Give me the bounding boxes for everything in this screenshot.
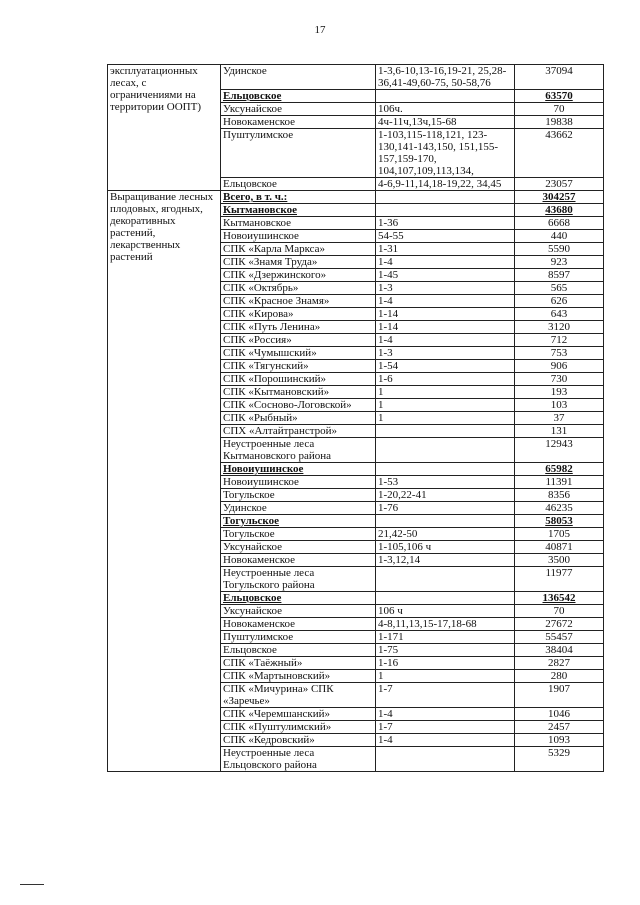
area-cell: 19838: [515, 116, 604, 129]
category-cell: эксплуатационных лесах, с ограничениями на территории ООПТ): [108, 65, 221, 191]
area-cell: 63570: [515, 90, 604, 103]
quarters-cell: 1-45: [376, 269, 515, 282]
forestry-name-cell: СПК «Путь Ленина»: [221, 321, 376, 334]
forestry-name-cell: Кытмановское: [221, 204, 376, 217]
forestry-name-cell: СПК «Красное Знамя»: [221, 295, 376, 308]
area-cell: 3500: [515, 554, 604, 567]
area-cell: 193: [515, 386, 604, 399]
forestry-name-cell: Новоиушинское: [221, 476, 376, 489]
quarters-cell: 1-7: [376, 721, 515, 734]
forestry-name-cell: СПК «Рыбный»: [221, 412, 376, 425]
footer-divider: [20, 884, 44, 885]
forestry-name-cell: Пуштулимское: [221, 631, 376, 644]
quarters-cell: 1-53: [376, 476, 515, 489]
forestry-name-cell: СПК «Россия»: [221, 334, 376, 347]
quarters-cell: 1-3: [376, 282, 515, 295]
forest-use-table: [107, 64, 604, 772]
area-cell: 1093: [515, 734, 604, 747]
area-cell: 12943: [515, 438, 604, 463]
forestry-name-cell: СПК «Знамя Труда»: [221, 256, 376, 269]
quarters-cell: [376, 592, 515, 605]
area-cell: 136542: [515, 592, 604, 605]
area-cell: 2457: [515, 721, 604, 734]
area-cell: 643: [515, 308, 604, 321]
forestry-name-cell: СПК «Мичурина» СПК «Заречье»: [221, 683, 376, 708]
forestry-name-cell: СПК «Кытмановский»: [221, 386, 376, 399]
forestry-name-cell: Пуштулимское: [221, 129, 376, 178]
area-cell: 280: [515, 670, 604, 683]
forestry-name-cell: СПК «Таёжный»: [221, 657, 376, 670]
quarters-cell: 1-54: [376, 360, 515, 373]
area-cell: 131: [515, 425, 604, 438]
forestry-name-cell: Тогульское: [221, 489, 376, 502]
forestry-name-cell: СПК «Кедровский»: [221, 734, 376, 747]
area-cell: 906: [515, 360, 604, 373]
area-cell: 46235: [515, 502, 604, 515]
quarters-cell: 1: [376, 399, 515, 412]
area-cell: 712: [515, 334, 604, 347]
quarters-cell: 1-4: [376, 334, 515, 347]
forestry-name-cell: СПК «Пуштулимский»: [221, 721, 376, 734]
forestry-name-cell: Удинское: [221, 502, 376, 515]
quarters-cell: 1: [376, 670, 515, 683]
quarters-cell: 106ч.: [376, 103, 515, 116]
forestry-name-cell: Неустроенные леса Кытмановского района: [221, 438, 376, 463]
area-cell: 38404: [515, 644, 604, 657]
forestry-name-cell: Уксунайское: [221, 103, 376, 116]
area-cell: 3120: [515, 321, 604, 334]
forestry-name-cell: СПК «Кирова»: [221, 308, 376, 321]
quarters-cell: 1-3: [376, 347, 515, 360]
area-cell: 40871: [515, 541, 604, 554]
area-cell: 1907: [515, 683, 604, 708]
area-cell: 6668: [515, 217, 604, 230]
quarters-cell: 1-4: [376, 256, 515, 269]
quarters-cell: 1-4: [376, 295, 515, 308]
quarters-cell: 1: [376, 386, 515, 399]
area-cell: 440: [515, 230, 604, 243]
area-cell: 1046: [515, 708, 604, 721]
area-cell: 923: [515, 256, 604, 269]
quarters-cell: 1-31: [376, 243, 515, 256]
forestry-name-cell: Новокаменское: [221, 116, 376, 129]
area-cell: 23057: [515, 178, 604, 191]
forestry-name-cell: СПК «Порошинский»: [221, 373, 376, 386]
quarters-cell: 106 ч: [376, 605, 515, 618]
area-cell: 70: [515, 103, 604, 116]
quarters-cell: 1-14: [376, 321, 515, 334]
forestry-name-cell: Новокаменское: [221, 554, 376, 567]
quarters-cell: 1-16: [376, 657, 515, 670]
forestry-name-cell: Новокаменское: [221, 618, 376, 631]
area-cell: 5590: [515, 243, 604, 256]
quarters-cell: 21,42-50: [376, 528, 515, 541]
forestry-name-cell: СПК «Карла Маркса»: [221, 243, 376, 256]
quarters-cell: [376, 204, 515, 217]
quarters-cell: 1-6: [376, 373, 515, 386]
quarters-cell: 1-76: [376, 502, 515, 515]
forestry-name-cell: Тогульское: [221, 528, 376, 541]
category-cell: Выращивание лесных плодовых, ягодных, декоративных растений, лекарственных растений: [108, 191, 221, 772]
quarters-cell: [376, 191, 515, 204]
forestry-name-cell: СПК «Октябрь»: [221, 282, 376, 295]
quarters-cell: [376, 438, 515, 463]
quarters-cell: 4ч-11ч,13ч,15-68: [376, 116, 515, 129]
quarters-cell: 1-105,106 ч: [376, 541, 515, 554]
quarters-cell: 4-6,9-11,14,18-19,22, 34,45: [376, 178, 515, 191]
area-cell: 70: [515, 605, 604, 618]
area-cell: 304257: [515, 191, 604, 204]
quarters-cell: [376, 463, 515, 476]
forestry-name-cell: Уксунайское: [221, 541, 376, 554]
quarters-cell: 1-4: [376, 708, 515, 721]
forestry-name-cell: Новоиушинское: [221, 230, 376, 243]
quarters-cell: 1-4: [376, 734, 515, 747]
quarters-cell: [376, 515, 515, 528]
forestry-name-cell: СПК «Мартыновский»: [221, 670, 376, 683]
table-body: [108, 65, 604, 772]
forestry-name-cell: СПК «Черемшанский»: [221, 708, 376, 721]
forestry-name-cell: Ельцовское: [221, 644, 376, 657]
forestry-name-cell: Удинское: [221, 65, 376, 90]
area-cell: 626: [515, 295, 604, 308]
area-cell: 730: [515, 373, 604, 386]
forestry-name-cell: Кытмановское: [221, 217, 376, 230]
area-cell: 11977: [515, 567, 604, 592]
table-row: [108, 191, 604, 204]
forestry-name-cell: СПК «Сосново-Логовской»: [221, 399, 376, 412]
area-cell: 27672: [515, 618, 604, 631]
forestry-name-cell: Неустроенные леса Ельцовского района: [221, 747, 376, 772]
forestry-name-cell: Новоиушинское: [221, 463, 376, 476]
quarters-cell: 1-20,22-41: [376, 489, 515, 502]
area-cell: 753: [515, 347, 604, 360]
forestry-name-cell: Неустроенные леса Тогульского района: [221, 567, 376, 592]
forestry-name-cell: СПК «Дзержинского»: [221, 269, 376, 282]
area-cell: 37094: [515, 65, 604, 90]
quarters-cell: 1-14: [376, 308, 515, 321]
forestry-name-cell: СПК «Чумышский»: [221, 347, 376, 360]
area-cell: 58053: [515, 515, 604, 528]
area-cell: 65982: [515, 463, 604, 476]
quarters-cell: 1: [376, 412, 515, 425]
area-cell: 2827: [515, 657, 604, 670]
area-cell: 103: [515, 399, 604, 412]
forestry-name-cell: СПХ «Алтайтранстрой»: [221, 425, 376, 438]
quarters-cell: 1-3,12,14: [376, 554, 515, 567]
forestry-name-cell: Ельцовское: [221, 90, 376, 103]
area-cell: 8356: [515, 489, 604, 502]
area-cell: 55457: [515, 631, 604, 644]
quarters-cell: [376, 567, 515, 592]
quarters-cell: [376, 747, 515, 772]
page-number: 17: [314, 24, 326, 36]
forestry-name-cell: Уксунайское: [221, 605, 376, 618]
quarters-cell: 1-75: [376, 644, 515, 657]
area-cell: 565: [515, 282, 604, 295]
forestry-name-cell: СПК «Тягунский»: [221, 360, 376, 373]
forestry-name-cell: Ельцовское: [221, 592, 376, 605]
quarters-cell: [376, 425, 515, 438]
area-cell: 5329: [515, 747, 604, 772]
area-cell: 43680: [515, 204, 604, 217]
quarters-cell: 1-36: [376, 217, 515, 230]
quarters-cell: 1-7: [376, 683, 515, 708]
forestry-name-cell: Всего, в т. ч.:: [221, 191, 376, 204]
forestry-name-cell: Ельцовское: [221, 178, 376, 191]
area-cell: 43662: [515, 129, 604, 178]
quarters-cell: 54-55: [376, 230, 515, 243]
quarters-cell: 1-103,115-118,121, 123-130,141-143,150, 151,155-157,159-170, 104,107,109,113,134,: [376, 129, 515, 178]
area-cell: 37: [515, 412, 604, 425]
area-cell: 8597: [515, 269, 604, 282]
quarters-cell: 1-3,6-10,13-16,19-21, 25,28-36,41-49,60-75, 50-58,76: [376, 65, 515, 90]
quarters-cell: 1-171: [376, 631, 515, 644]
table-row: [108, 65, 604, 90]
area-cell: 11391: [515, 476, 604, 489]
quarters-cell: 4-8,11,13,15-17,18-68: [376, 618, 515, 631]
forestry-name-cell: Тогульское: [221, 515, 376, 528]
quarters-cell: [376, 90, 515, 103]
area-cell: 1705: [515, 528, 604, 541]
